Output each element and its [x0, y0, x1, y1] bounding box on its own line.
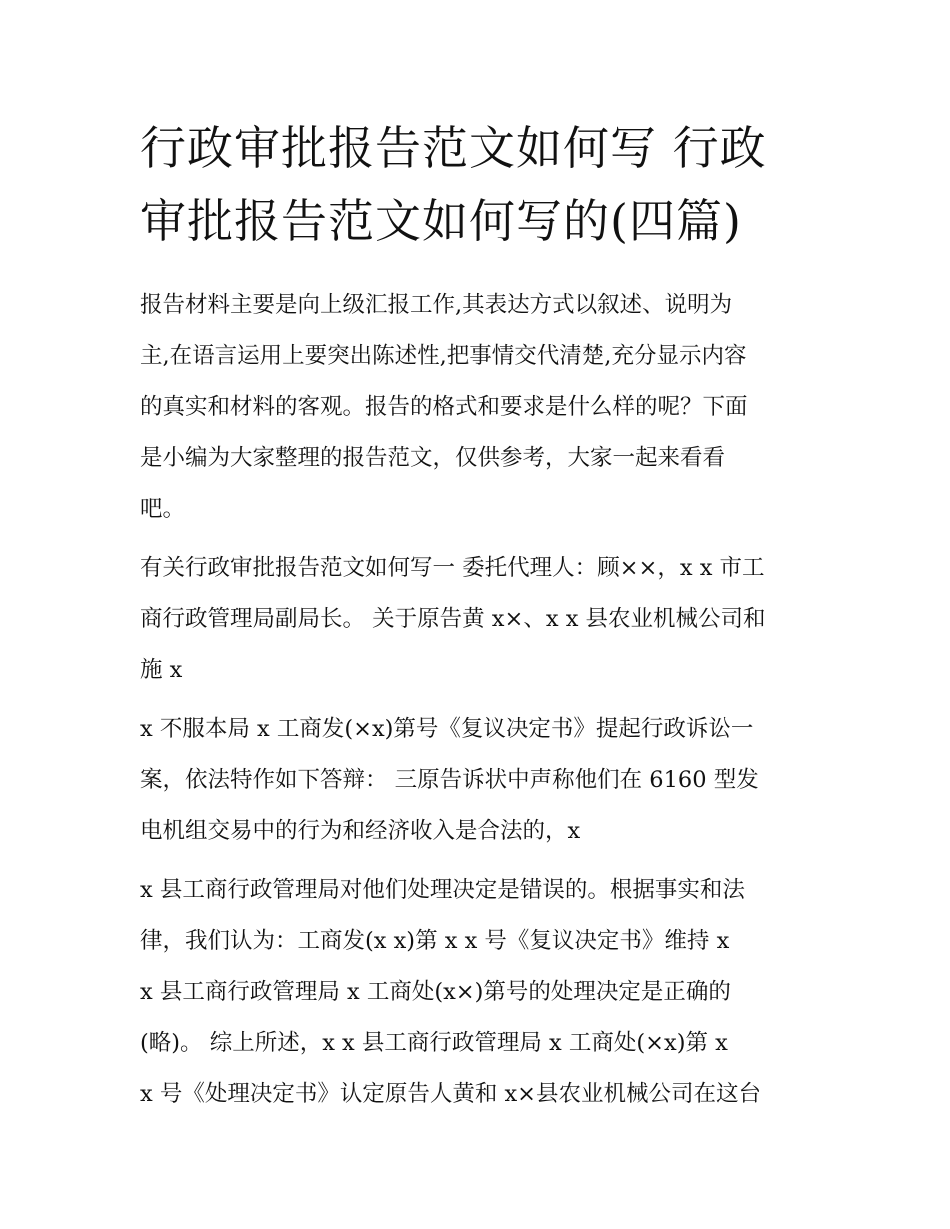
text-line: (略)。 综上所述，x x 县工商行政管理局 x 工商处(×x)第 x [140, 1030, 728, 1056]
text-line: 是小编为大家整理的报告范文，仅供参考，大家一起来看看 [140, 445, 726, 471]
text-line: x 县工商行政管理局对他们处理决定是错误的。根据事实和法 [140, 877, 745, 903]
document-content [140, 112, 812, 1120]
text-line: 主,在语言运用上要突出陈述性,把事情交代清楚,充分显示内容 [140, 343, 747, 369]
text-line: x 不服本局 x 工商发(×x)第号《复议决定书》提起行政诉讼一 [140, 716, 754, 742]
text-line: 施 x [140, 657, 183, 683]
document-title [140, 112, 812, 258]
body-paragraph-1 [140, 543, 812, 696]
title-line: 审批报告范文如何写的(四篇) [140, 194, 742, 248]
text-line: 商行政管理局副局长。 关于原告黄 x×、x x 县农业机械公司和 [140, 606, 766, 632]
text-line: 吧。 [140, 496, 186, 522]
text-line: 案，依法特作如下答辩： 三原告诉状中声称他们在 6160 型发 [140, 767, 759, 793]
body-paragraph-2 [140, 704, 812, 857]
title-line: 行政审批报告范文如何写 行政 [140, 121, 767, 175]
text-line: 电机组交易中的行为和经济收入是合法的，x [140, 818, 581, 844]
text-line: x 号《处理决定书》认定原告人黄和 x×县农业机械公司在这台 [140, 1081, 762, 1107]
text-line: 的真实和材料的客观。报告的格式和要求是什么样的呢？下面 [140, 394, 748, 420]
text-line: 报告材料主要是向上级汇报工作,其表达方式以叙述、说明为 [140, 292, 733, 318]
intro-paragraph [140, 280, 812, 535]
text-line: 律，我们认为：工商发(x x)第 x x 号《复议决定书》维持 x [140, 928, 730, 954]
text-line: x 县工商行政管理局 x 工商处(x×)第号的处理决定是正确的 [140, 979, 731, 1005]
text-line: 有关行政审批报告范文如何写一 委托代理人：顾××，x x 市工 [140, 555, 765, 581]
body-paragraph-3 [140, 865, 812, 1120]
